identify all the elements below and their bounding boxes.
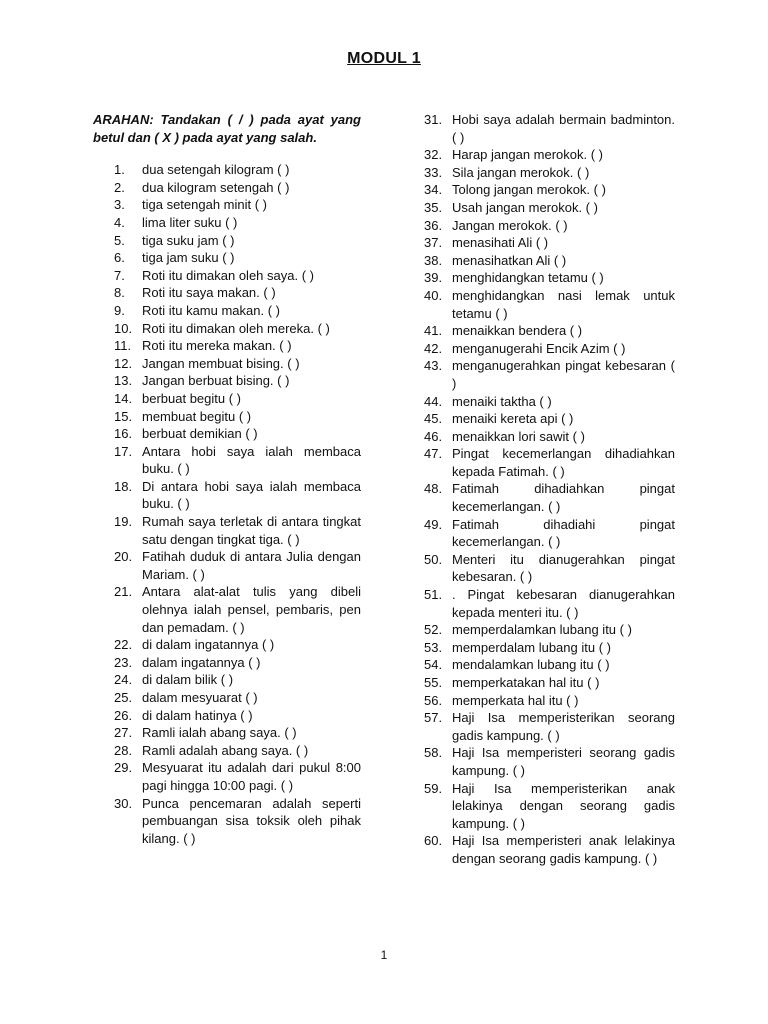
question-item <box>424 146 675 164</box>
question-text: menghidangkan nasi lemak untuk tetamu ( ) <box>452 287 675 321</box>
question-number: 36. <box>424 217 443 233</box>
question-text: Ramli ialah abang saya. ( ) <box>142 725 297 741</box>
question-item <box>424 516 675 551</box>
question-number: 27. <box>114 725 133 741</box>
question-text: Antara hobi saya ialah membaca buku. ( ) <box>142 443 361 477</box>
question-text: mendalamkan lubang itu ( ) <box>452 657 610 673</box>
question-item <box>114 161 361 179</box>
question-number: 32. <box>424 147 443 163</box>
question-number: 60. <box>424 833 443 849</box>
question-number: 24. <box>114 672 133 688</box>
question-text: Haji Isa memperisterikan anak lelakinya dengan seorang gadis kampung. ( ) <box>452 780 675 831</box>
question-text: menganugerahkan pingat kebesaran ( ) <box>452 358 675 391</box>
question-number: 35. <box>424 199 443 215</box>
question-item <box>424 692 675 710</box>
question-number: 17. <box>114 443 133 459</box>
question-text: menasihati Ali ( ) <box>452 235 549 251</box>
question-number: 54. <box>424 657 443 673</box>
question-number: 19. <box>114 514 133 530</box>
question-item <box>114 408 361 426</box>
question-number: 48. <box>424 481 443 497</box>
question-item <box>114 548 361 583</box>
question-text: menghidangkan tetamu ( ) <box>452 270 604 286</box>
question-number: 38. <box>424 252 443 268</box>
question-number: 40. <box>424 287 443 303</box>
question-number: 14. <box>114 390 133 406</box>
question-item <box>114 249 361 267</box>
question-text: tiga jam suku ( ) <box>142 250 235 266</box>
question-text: memperdalamkan lubang itu ( ) <box>452 622 632 638</box>
question-number: 44. <box>424 393 443 409</box>
question-item <box>114 214 361 232</box>
question-number: 8. <box>114 285 125 301</box>
question-text: memperdalam lubang itu ( ) <box>452 639 611 655</box>
question-item <box>424 199 675 217</box>
question-text: menaikkan bendera ( ) <box>452 323 583 339</box>
question-number: 5. <box>114 232 125 248</box>
question-number: 41. <box>424 323 443 339</box>
question-text: Jangan berbuat bising. ( ) <box>142 373 290 389</box>
question-item <box>114 671 361 689</box>
question-number: 10. <box>114 320 133 336</box>
question-number: 7. <box>114 267 125 283</box>
question-text: Pingat kecemerlangan dihadiahkan kepada Fatimah. ( ) <box>452 446 675 479</box>
question-text: menaiki taktha ( ) <box>452 393 552 409</box>
question-item <box>424 252 675 270</box>
question-item <box>424 551 675 586</box>
question-text: memperkatakan hal itu ( ) <box>452 675 600 690</box>
question-list-left <box>114 161 361 847</box>
question-number: 37. <box>424 235 443 251</box>
question-number: 31. <box>424 112 443 127</box>
question-item <box>424 393 675 411</box>
left-column <box>93 111 361 847</box>
question-number: 11. <box>114 338 132 354</box>
question-item <box>114 232 361 250</box>
question-text: tiga setengah minit ( ) <box>142 197 268 213</box>
question-item <box>114 372 361 390</box>
question-number: 33. <box>424 164 443 180</box>
question-text: Rumah saya terletak di antara tingkat satu dengan tingkat tiga. ( ) <box>142 514 361 547</box>
question-text: membuat begitu ( ) <box>142 408 252 424</box>
question-number: 59. <box>424 780 443 796</box>
question-item <box>114 267 361 285</box>
question-item <box>424 234 675 252</box>
question-number: 18. <box>114 478 133 494</box>
question-number: 45. <box>424 411 443 427</box>
question-item <box>114 425 361 443</box>
question-item <box>114 284 361 302</box>
question-text: Jangan merokok. ( ) <box>452 217 568 233</box>
question-item <box>114 337 361 355</box>
question-item <box>424 445 675 480</box>
question-item <box>424 428 675 446</box>
question-item <box>424 322 675 340</box>
question-item <box>424 586 675 621</box>
question-number: 20. <box>114 549 133 565</box>
question-item <box>424 340 675 358</box>
question-number: 12. <box>114 355 133 371</box>
question-number: 57. <box>424 710 443 726</box>
question-item <box>424 744 675 779</box>
question-text: tiga suku jam ( ) <box>142 232 235 248</box>
question-number: 46. <box>424 428 443 444</box>
right-column <box>424 111 675 868</box>
question-number: 50. <box>424 551 443 567</box>
question-number: 2. <box>114 179 125 195</box>
question-item <box>424 111 675 146</box>
question-item <box>114 390 361 408</box>
question-text: Punca pencemaran adalah seperti pembuangan sisa toksik oleh pihak kilang. ( ) <box>142 795 361 846</box>
question-item <box>424 674 675 692</box>
question-item <box>114 724 361 742</box>
question-number: 25. <box>114 690 133 705</box>
question-item <box>114 513 361 548</box>
question-text: Roti itu dimakan oleh saya. ( ) <box>142 267 314 283</box>
question-number: 6. <box>114 250 125 266</box>
question-text: berbuat begitu ( ) <box>142 390 242 406</box>
question-item <box>114 196 361 214</box>
question-text: . Pingat kebesaran dianugerahkan kepada menteri itu. ( ) <box>452 587 675 620</box>
question-number: 29. <box>114 760 133 776</box>
question-text: dalam mesyuarat ( ) <box>142 690 258 705</box>
question-number: 39. <box>424 270 443 286</box>
question-number: 42. <box>424 340 443 356</box>
question-item <box>114 654 361 672</box>
question-text: Roti itu saya makan. ( ) <box>142 285 276 301</box>
question-number: 15. <box>114 408 133 424</box>
question-text: Antara alat-alat tulis yang dibeli olehnya ialah pensel, pembaris, pen dan pemadam. ( ) <box>142 584 361 635</box>
question-item <box>424 181 675 199</box>
question-item <box>114 742 361 760</box>
question-text: menganugerahi Encik Azim ( ) <box>452 340 626 356</box>
question-text: Haji Isa memperisterikan seorang gadis kampung. ( ) <box>452 710 675 743</box>
question-item <box>424 357 675 392</box>
question-text: Tolong jangan merokok. ( ) <box>452 182 606 198</box>
question-number: 13. <box>114 373 133 389</box>
question-item <box>424 269 675 287</box>
question-number: 53. <box>424 639 443 655</box>
question-text: menasihatkan Ali ( ) <box>452 252 567 268</box>
question-item <box>424 217 675 235</box>
question-item <box>424 709 675 744</box>
question-list-right <box>424 111 675 868</box>
question-item <box>114 583 361 636</box>
question-item <box>424 832 675 867</box>
question-item <box>424 410 675 428</box>
question-text: Harap jangan merokok. ( ) <box>452 147 604 163</box>
question-text: menaiki kereta api ( ) <box>452 411 574 427</box>
question-text: dua kilogram setengah ( ) <box>142 179 290 195</box>
question-text: berbuat demikian ( ) <box>142 426 258 442</box>
question-text: di dalam bilik ( ) <box>142 672 234 688</box>
question-item <box>424 480 675 515</box>
question-item <box>114 179 361 197</box>
question-number: 3. <box>114 197 125 213</box>
instruction-text: ARAHAN: Tandakan ( / ) pada ayat yang betul dan ( X ) pada ayat yang salah. <box>93 112 361 145</box>
question-item <box>114 759 361 794</box>
question-number: 28. <box>114 742 133 758</box>
question-text: Menteri itu dianugerahkan pingat kebesaran. ( ) <box>452 551 675 585</box>
question-text: Di antara hobi saya ialah membaca buku. ( ) <box>142 478 361 512</box>
question-number: 58. <box>424 745 443 761</box>
question-number: 52. <box>424 622 443 638</box>
page-title: MODUL 1 <box>347 50 421 67</box>
question-text: memperkata hal itu ( ) <box>452 692 579 708</box>
question-item <box>114 355 361 373</box>
question-number: 4. <box>114 214 125 230</box>
question-text: Roti itu dimakan oleh mereka. ( ) <box>142 320 330 336</box>
question-number: 16. <box>114 426 133 442</box>
question-item <box>424 621 675 639</box>
question-item <box>114 443 361 478</box>
question-text: Fatihah duduk di antara Julia dengan Mariam. ( ) <box>142 549 361 582</box>
question-number: 47. <box>424 446 443 462</box>
question-item <box>424 639 675 657</box>
question-number: 26. <box>114 707 133 723</box>
question-item <box>424 164 675 182</box>
question-text: di dalam hatinya ( ) <box>142 707 253 723</box>
question-number: 55. <box>424 675 443 690</box>
question-item <box>424 287 675 322</box>
question-number: 23. <box>114 654 133 670</box>
question-item <box>114 707 361 725</box>
question-item <box>114 689 361 707</box>
question-item <box>114 795 361 848</box>
question-text: dua setengah kilogram ( ) <box>142 162 290 178</box>
question-item <box>424 656 675 674</box>
question-text: Haji Isa memperisteri seorang gadis kampung. ( ) <box>452 745 675 778</box>
question-number: 30. <box>114 795 133 811</box>
question-text: dalam ingatannya ( ) <box>142 654 261 670</box>
question-item <box>424 780 675 833</box>
question-text: Usah jangan merokok. ( ) <box>452 199 598 215</box>
question-item <box>114 320 361 338</box>
question-text: Fatimah dihadiahkan pingat kecemerlangan. ( ) <box>452 481 675 515</box>
question-item <box>114 302 361 320</box>
question-text: Mesyuarat itu adalah dari pukul 8:00 pagi hingga 10:00 pagi. ( ) <box>142 760 361 793</box>
question-number: 56. <box>424 692 443 708</box>
question-text: lima liter suku ( ) <box>142 214 238 230</box>
question-text: Hobi saya adalah bermain badminton. ( ) <box>452 112 675 145</box>
question-text: Roti itu kamu makan. ( ) <box>142 302 280 318</box>
question-number: 43. <box>424 358 443 374</box>
question-number: 1. <box>114 162 125 178</box>
question-text: Jangan membuat bising. ( ) <box>142 355 300 371</box>
question-number: 22. <box>114 637 133 653</box>
question-text: di dalam ingatannya ( ) <box>142 637 275 653</box>
question-text: Ramli adalah abang saya. ( ) <box>142 742 309 758</box>
question-text: Fatimah dihadiahi pingat kecemerlangan. ( ) <box>452 516 675 550</box>
question-number: 49. <box>424 516 443 532</box>
question-number: 34. <box>424 182 443 198</box>
question-number: 9. <box>114 302 125 318</box>
question-item <box>114 478 361 513</box>
question-text: menaikkan lori sawit ( ) <box>452 428 585 444</box>
question-number: 21. <box>114 584 133 600</box>
question-item <box>114 636 361 654</box>
page-number: 1 <box>380 948 388 962</box>
question-text: Roti itu mereka makan. ( ) <box>142 338 292 354</box>
question-text: Haji Isa memperisteri anak lelakinya dengan seorang gadis kampung. ( ) <box>452 833 675 866</box>
question-text: Sila jangan merokok. ( ) <box>452 164 590 180</box>
question-number: 51. <box>424 587 443 603</box>
